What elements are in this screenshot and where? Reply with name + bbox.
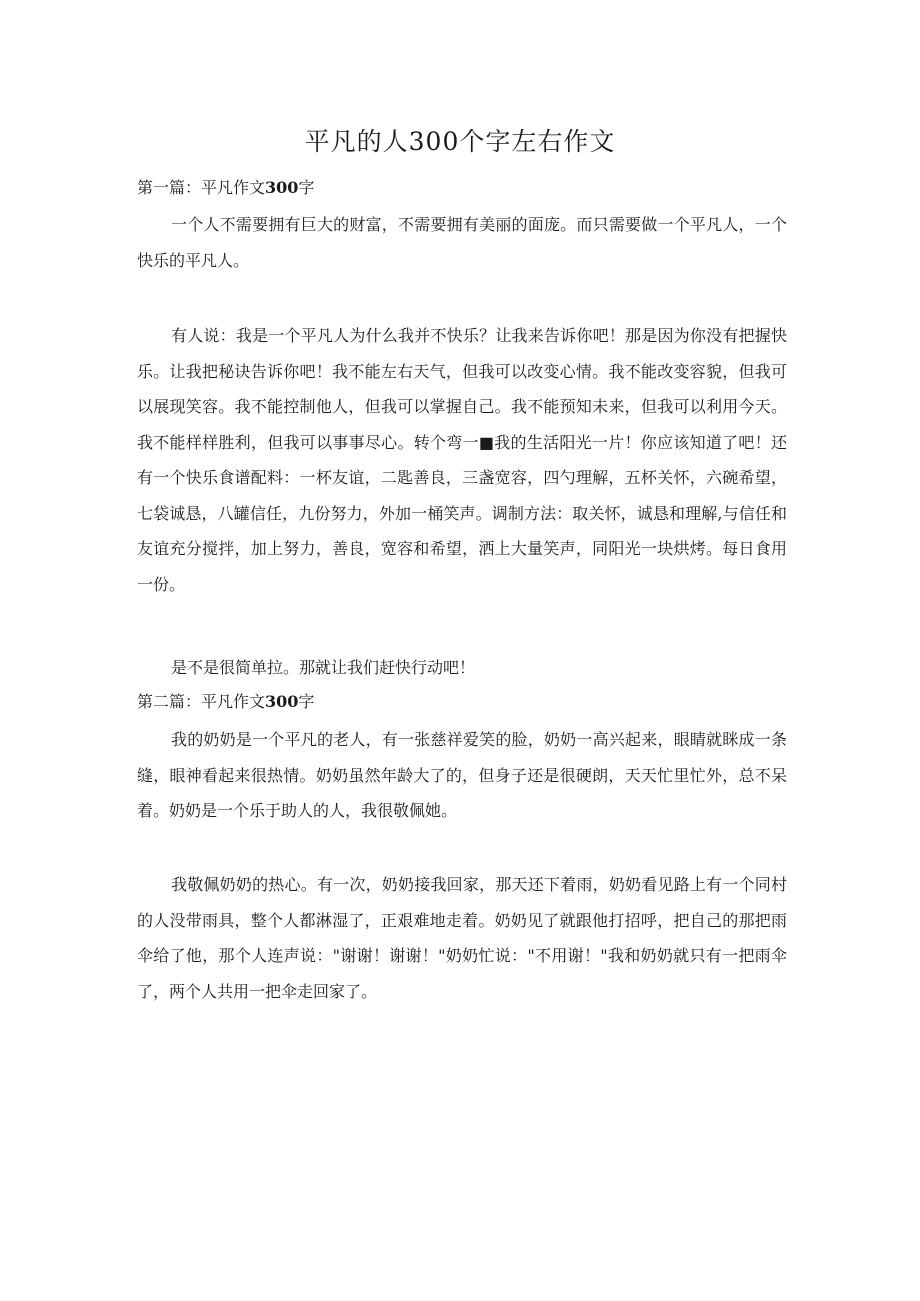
section1-heading-suffix: 字 [298,178,315,197]
section2-heading-number: 300 [265,692,299,711]
section1-paragraph-1: 一个人不需要拥有巨大的财富，不需要拥有美丽的面庞。而只需要做一个平凡人，一个快乐的平凡人。 [137,215,787,270]
section2-heading [137,690,314,714]
section1-paragraph-3: 是不是很简单拉。那就让我们赶快行动吧！ [171,658,476,677]
section1-paragraph-2: 有人说：我是一个平凡人为什么我并不快乐？让我来告诉你吧！那是因为你没有把握快乐。让我把秘诀告诉你吧！我不能左右天气，但我可以改变心情。我不能改变容貌，但我可以展现笑容。我不能控制他人，但我可以掌握自己。我不能预知未来，但我可以利用今天。我不能样样胜利，但我可以事事尽心。转个弯一■我的生活阳光一片！你应该知道了吧！还有一个快乐食谱配料：一杯友谊，二匙善良，三盏宽容，四勺理解，五杯关怀，六碗希望，七袋诚恳，八罐信任，九份努力，外加一桶笑声。调制方法：取关怀，诚恳和理解,与信任和友谊充分搅拌，加上努力，善良，宽容和希望，洒上大量笑声，同阳光一块烘烤。每日食用一份。 [137,326,787,594]
section1-heading-number: 300 [265,178,299,197]
section1-heading-prefix: 第一篇：平凡作文 [137,178,266,197]
section2-heading-suffix: 字 [298,692,315,711]
document-title: 平凡的人300个字左右作文 [304,127,616,156]
section2-paragraph-2: 我敬佩奶奶的热心。有一次，奶奶接我回家，那天还下着雨，奶奶看见路上有一个同村的人没带雨具，整个人都淋湿了，正艰难地走着。奶奶见了就跟他打招呼，把自己的那把雨伞给了他，那个人连声说："谢谢！谢谢！"奶奶忙说："不用谢！"我和奶奶就只有一把雨伞了，两个人共用一把伞走回家了。 [137,875,787,1001]
section2-paragraph-1: 我的奶奶是一个平凡的老人，有一张慈祥爱笑的脸，奶奶一高兴起来，眼睛就眯成一条缝，眼神看起来很热情。奶奶虽然年龄大了的，但身子还是很硬朗，天天忙里忙外，总不呆着。奶奶是一个乐于助人的人，我很敬佩她。 [137,730,787,820]
section2-heading-prefix: 第二篇：平凡作文 [137,692,266,711]
section1-heading [137,176,314,200]
